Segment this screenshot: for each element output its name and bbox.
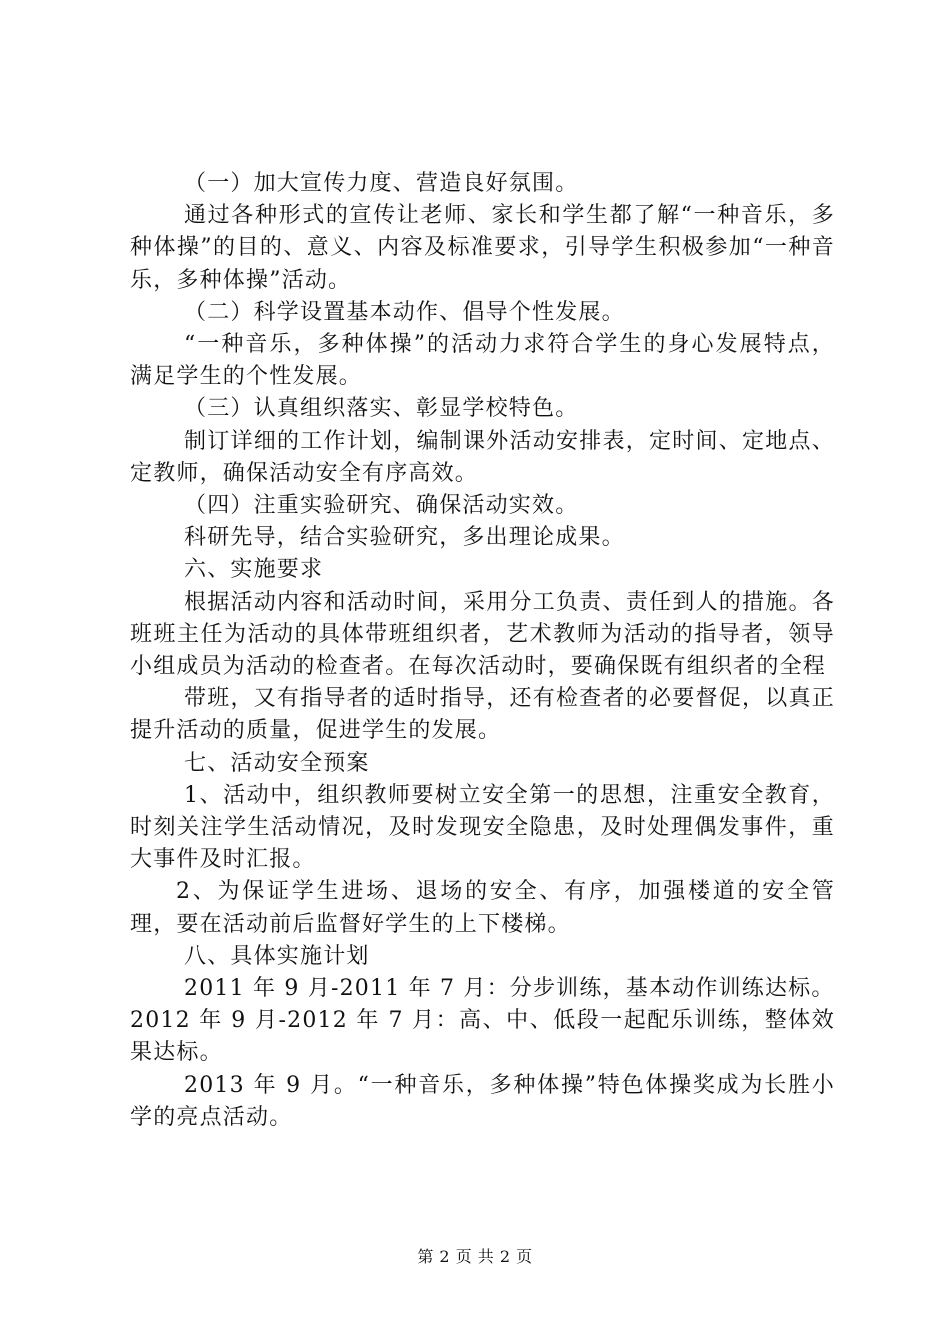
page-number-footer: 第 2 页 共 2 页	[417, 1247, 533, 1266]
document-body	[130, 168, 835, 1134]
section-heading-1: （一）加大宣传力度、营造良好氛围。	[184, 171, 579, 196]
paragraph: 通过各种形式的宣传让老师、家长和学生都了解“一种音乐，多种体操”的目的、意义、内容及标准要求，引导学生积极参加“一种音乐，多种体操”活动。	[130, 203, 835, 293]
section-heading-6: 六、实施要求	[184, 557, 324, 583]
section-heading-4: （四）注重实验研究、确保活动实效。	[184, 493, 579, 519]
section-heading-7: 七、活动安全预案	[184, 750, 370, 776]
paragraph: 科研先导，结合实验研究，多出理论成果。	[184, 525, 625, 551]
paragraph: 带班，又有指导者的适时指导，还有检查者的必要督促，以真正提升活动的质量，促进学生的发展。	[130, 686, 835, 744]
section-heading-3: （三）认真组织落实、彰显学校特色。	[184, 396, 579, 422]
paragraph: 制订详细的工作计划，编制课外活动安排表，定时间、定地点、定教师，确保活动安全有序高效。	[130, 428, 835, 486]
paragraph: 2011 年 9 月-2011 年 7 月：分步训练，基本动作训练达标。	[184, 976, 835, 1002]
paragraph: 2012 年 9 月-2012 年 7 月：高、中、低段一起配乐训练，整体效果达标。	[130, 1008, 835, 1066]
paragraph: 2013 年 9 月。“一种音乐，多种体操”特色体操奖成为长胜小学的亮点活动。	[130, 1072, 835, 1130]
paragraph: 2、为保证学生进场、退场的安全、有序，加强楼道的安全管理，要在活动前后监督好学生的上下楼梯。	[130, 879, 835, 937]
paragraph: “一种音乐，多种体操”的活动力求符合学生的身心发展特点，满足学生的个性发展。	[130, 332, 835, 390]
paragraph: 根据活动内容和活动时间，采用分工负责、责任到人的措施。各班班主任为活动的具体带班组织者，艺术教师为活动的指导者，领导小组成员为活动的检查者。在每次活动时，要确保既有组织者的全程	[130, 589, 835, 680]
section-heading-2: （二）科学设置基本动作、倡导个性发展。	[184, 299, 625, 325]
paragraph: 1、活动中，组织教师要树立安全第一的思想，注重安全教育，时刻关注学生活动情况，及时发现安全隐患，及时处理偶发事件，重大事件及时汇报。	[130, 782, 835, 873]
section-heading-8: 八、具体实施计划	[184, 943, 370, 969]
